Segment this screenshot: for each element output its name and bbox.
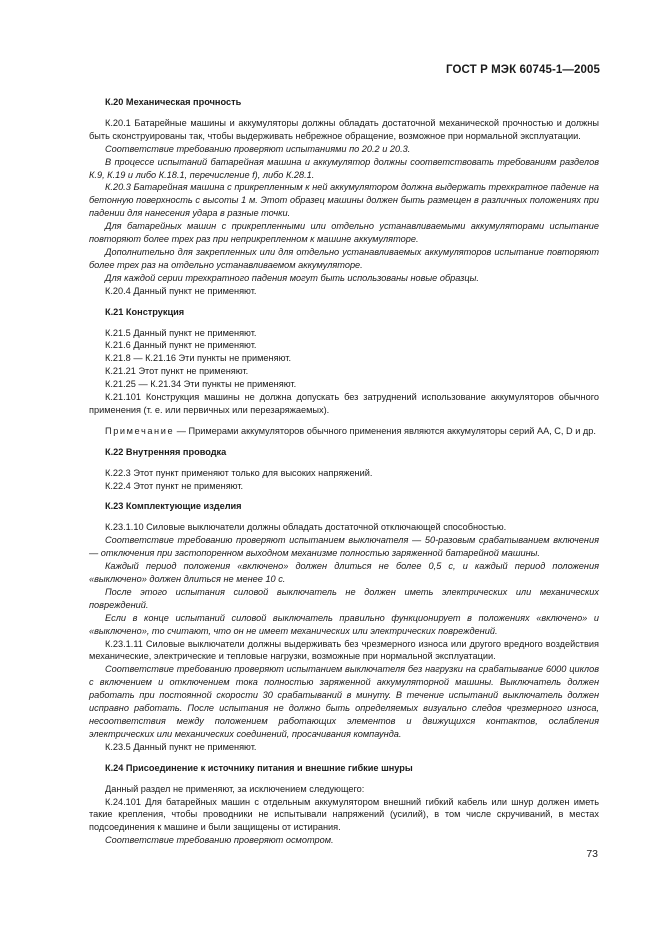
page-number: 73 [586,848,598,860]
section-heading: К.20 Механическая прочность [105,97,242,107]
paragraph: К.22.4 Этот пункт не применяют. [105,480,244,491]
paragraph: К.23.1.11 Силовые выключатели должны выдерживать без чрезмерного износа или другого вредного воздействия механические, электрические и тепловые нагрузки, возможные при нормальной эксплуатации. [89,638,599,662]
section-heading: К.23 Комплектующие изделия [105,501,242,512]
section-heading: К.24 Присоединение к источнику питания и внешние гибкие шнуры [105,762,413,773]
paragraph: К.21.8 — К.21.16 Эти пункты не применяют. [105,353,292,364]
paragraph: К.21.101 Конструкция машины не должна допускать без затруднений использование аккумуляторов обычного применения (т. е. или первичных или перезаряжаемых). [89,392,599,415]
paragraph: К.23.1.10 Силовые выключатели должны обладать достаточной отключающей способностью. [105,522,507,533]
paragraph: К.22.3 Этот пункт применяют только для высоких напряжений. [105,467,373,478]
note-label: Примечание [105,425,175,436]
paragraph: К.23.5 Данный пункт не применяют. [105,741,257,752]
paragraph: К.21.21 Этот пункт не применяют. [105,366,249,377]
paragraph: Для батарейных машин с прикрепленными или отдельно устанавливаемыми аккумуляторами испытание повторяют более трех раз при неприкрепленном к машине аккумуляторе. [89,221,599,245]
paragraph: Соответствие требованию проверяют испытанием выключателя без нагрузки на срабатывание 6000 циклов с включением и отключением тока полностью заряженной аккумуляторной машины. Выключатель должен работать при постоянной скорости 30 срабатываний в минуту. В течение испытаний выключатель должен исправно работать. После испытания не должно быть определяемых визуально следов чрезмерного износа, несоответствия между положением работающих элементов и движущихся контактов, ослабления электрических или механических соединений, просачивания компаунда. [89,664,599,739]
section-heading: К.21 Конструкция [105,306,185,317]
note [89,425,599,438]
paragraph: Если в конце испытаний силовой выключатель правильно функционирует в положениях «включено» и «выключено», то считают, что он не имеет механических или электрических повреждений. [89,612,599,636]
paragraph: К.21.25 — К.21.34 Эти пункты не применяют. [105,379,297,390]
document-header: ГОСТ Р МЭК 60745-1—2005 [446,64,600,76]
paragraph: В процессе испытаний батарейная машина и аккумулятор должны соответствовать требованиям разделов К.9, К.19 и либо К.18.1, перечисление f), либо К.28.1. [89,156,599,180]
paragraph: К.24.101 Для батарейных машин с отдельным аккумулятором внешний гибкий кабель или шнур должен иметь такие крепления, чтобы проводники не испытывали напряжений (усилий), в том числе скручиваний, в местах подсоединения к машине и были защищены от истирания. [89,796,599,833]
paragraph: К.21.6 Данный пункт не применяют. [105,340,257,351]
paragraph: Соответствие требованию проверяют испытанием выключателя — 50-разовым срабатыванием включения — отключения при застопоренном выходном механизме полностью заряженной батарейной машины. [89,535,599,559]
paragraph: Соответствие требованию проверяют испытаниями по 20.2 и 20.3. [105,143,411,154]
section-heading: К.22 Внутренняя проводка [105,446,227,457]
paragraph: Дополнительно для закрепленных или для отдельно устанавливаемых аккумуляторов испытание повторяют более трех раз на отдельно устанавливаемом аккумуляторе. [89,246,599,270]
paragraph: Для каждой серии трехкратного падения могут быть использованы новые образцы. [105,272,479,283]
paragraph: К.21.5 Данный пункт не применяют. [105,327,257,338]
paragraph: Данный раздел не применяют, за исключением следующего: [105,783,365,794]
document-body [89,96,599,847]
paragraph: После этого испытания силовой выключатель не должен иметь электрических или механических повреждений. [89,586,599,610]
paragraph: К.20.3 Батарейная машина с прикрепленным к ней аккумулятором должна выдержать трехкратное падение на бетонную поверхность с высоты 1 м. Этот образец машины должен быть размещен в различных положениях при падении для нанесения удара в разные точки. [89,182,599,219]
paragraph: К.20.4 Данный пункт не применяют. [105,285,257,296]
paragraph: Каждый период положения «включено» должен длиться не более 0,5 с, и каждый период положения «выключено» должен длиться не менее 10 с. [89,561,599,584]
note-text: — Примерами аккумуляторов обычного применения являются аккумуляторы серий АА, С, D и др. [174,425,596,436]
paragraph: К.20.1 Батарейные машины и аккумуляторы должны обладать достаточной механической прочностью и должны быть сконструированы так, чтобы выдерживать небрежное обращение, возможное при нормальной эксплуатации. [89,117,599,141]
paragraph: Соответствие требованию проверяют осмотром. [105,835,334,846]
